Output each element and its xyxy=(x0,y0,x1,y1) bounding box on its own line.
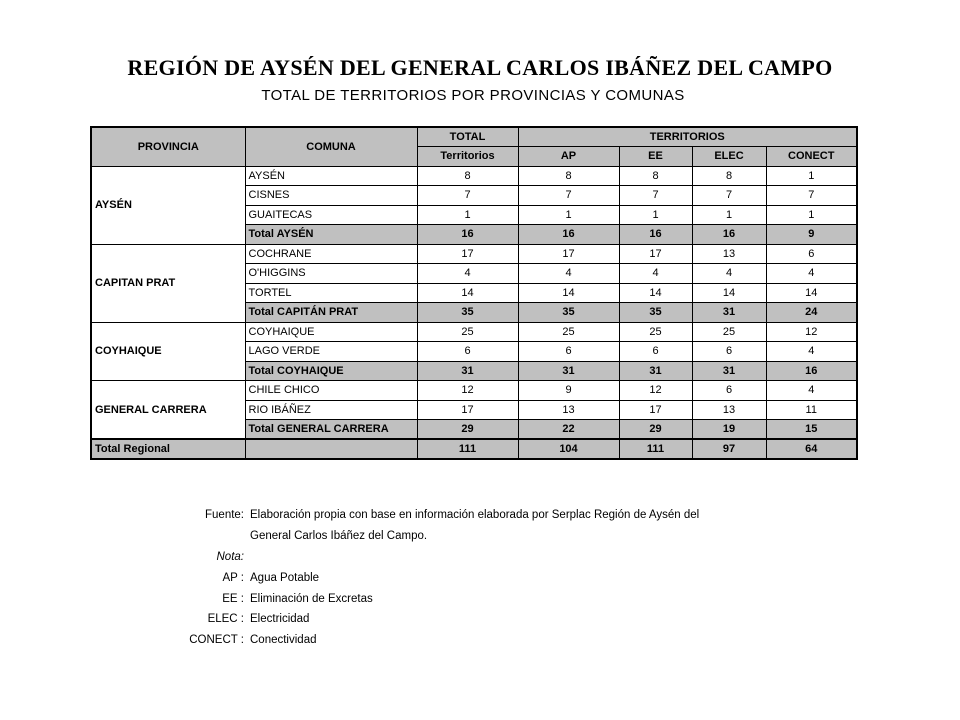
ee-cell: 14 xyxy=(619,283,692,303)
comuna-cell: O'HIGGINS xyxy=(245,264,417,284)
note-key: CONECT : xyxy=(189,634,244,647)
total-cell: 16 xyxy=(417,225,518,245)
total-cell: 7 xyxy=(417,186,518,206)
conect-cell: 7 xyxy=(766,186,857,206)
conect-cell: 9 xyxy=(766,225,857,245)
total-label-cell: Total COYHAIQUE xyxy=(245,361,417,381)
table-row xyxy=(91,244,857,264)
total-cell: 17 xyxy=(417,400,518,420)
ee-cell: 35 xyxy=(619,303,692,323)
ap-cell: 16 xyxy=(518,225,619,245)
conect-cell: 12 xyxy=(766,322,857,342)
comuna-cell: LAGO VERDE xyxy=(245,342,417,362)
total-cell: 29 xyxy=(417,420,518,440)
ee-cell: 7 xyxy=(619,186,692,206)
elec-cell: 31 xyxy=(692,303,766,323)
province-name: CAPITAN PRAT xyxy=(91,244,245,322)
ee-cell: 111 xyxy=(619,439,692,459)
elec-cell: 6 xyxy=(692,381,766,401)
ap-cell: 22 xyxy=(518,420,619,440)
conect-cell: 16 xyxy=(766,361,857,381)
elec-cell: 4 xyxy=(692,264,766,284)
ap-cell: 104 xyxy=(518,439,619,459)
ee-cell: 31 xyxy=(619,361,692,381)
note-row xyxy=(160,588,699,609)
note-row xyxy=(160,609,699,630)
conect-cell: 4 xyxy=(766,342,857,362)
regional-label-cell: Total Regional xyxy=(91,439,245,459)
province-name: GENERAL CARRERA xyxy=(91,381,245,440)
ee-cell: 29 xyxy=(619,420,692,440)
note-value: General Carlos Ibáñez del Campo. xyxy=(250,530,428,543)
conect-cell: 24 xyxy=(766,303,857,323)
header-comuna: COMUNA xyxy=(245,127,417,166)
elec-cell: 13 xyxy=(692,400,766,420)
note-row xyxy=(160,526,699,547)
comuna-cell: CISNES xyxy=(245,186,417,206)
ee-cell: 25 xyxy=(619,322,692,342)
elec-cell: 31 xyxy=(692,361,766,381)
ap-cell: 17 xyxy=(518,244,619,264)
conect-cell: 14 xyxy=(766,283,857,303)
regional-empty-cell xyxy=(245,439,417,459)
conect-cell: 1 xyxy=(766,166,857,186)
total-cell: 25 xyxy=(417,322,518,342)
ee-cell: 17 xyxy=(619,400,692,420)
header-conect: CONECT xyxy=(766,147,857,167)
elec-cell: 16 xyxy=(692,225,766,245)
total-cell: 4 xyxy=(417,264,518,284)
comuna-cell: TORTEL xyxy=(245,283,417,303)
elec-cell: 1 xyxy=(692,205,766,225)
table-row xyxy=(91,166,857,186)
total-cell: 35 xyxy=(417,303,518,323)
elec-cell: 19 xyxy=(692,420,766,440)
total-label-cell: Total AYSÉN xyxy=(245,225,417,245)
total-cell: 6 xyxy=(417,342,518,362)
territories-table xyxy=(90,126,858,460)
header-total: TOTAL xyxy=(417,127,518,147)
total-cell: 8 xyxy=(417,166,518,186)
header-ee: EE xyxy=(619,147,692,167)
ap-cell: 1 xyxy=(518,205,619,225)
page-subtitle: TOTAL DE TERRITORIOS POR PROVINCIAS Y COMUNAS xyxy=(261,87,685,104)
ee-cell: 17 xyxy=(619,244,692,264)
note-value: Elaboración propia con base en información elaborada por Serplac Región de Aysén del xyxy=(250,509,700,522)
note-value: Electricidad xyxy=(250,613,310,626)
ap-cell: 13 xyxy=(518,400,619,420)
note-value: Conectividad xyxy=(250,634,317,647)
ap-cell: 8 xyxy=(518,166,619,186)
conect-cell: 11 xyxy=(766,400,857,420)
ee-cell: 8 xyxy=(619,166,692,186)
header-territorios-group: TERRITORIOS xyxy=(518,127,857,147)
elec-cell: 13 xyxy=(692,244,766,264)
comuna-cell: AYSÉN xyxy=(245,166,417,186)
header-ap: AP xyxy=(518,147,619,167)
conect-cell: 4 xyxy=(766,264,857,284)
table-row xyxy=(91,381,857,401)
conect-cell: 1 xyxy=(766,205,857,225)
ee-cell: 1 xyxy=(619,205,692,225)
ap-cell: 9 xyxy=(518,381,619,401)
note-row xyxy=(160,547,699,568)
page-title: REGIÓN DE AYSÉN DEL GENERAL CARLOS IBÁÑEZ DEL CAMPO xyxy=(127,55,833,80)
total-cell: 31 xyxy=(417,361,518,381)
ee-cell: 6 xyxy=(619,342,692,362)
ee-cell: 12 xyxy=(619,381,692,401)
table-row xyxy=(91,322,857,342)
comuna-cell: COYHAIQUE xyxy=(245,322,417,342)
elec-cell: 8 xyxy=(692,166,766,186)
conect-cell: 6 xyxy=(766,244,857,264)
elec-cell: 7 xyxy=(692,186,766,206)
ee-cell: 4 xyxy=(619,264,692,284)
elec-cell: 6 xyxy=(692,342,766,362)
ap-cell: 7 xyxy=(518,186,619,206)
note-value: Eliminación de Excretas xyxy=(250,592,373,605)
note-key: ELEC : xyxy=(207,613,244,626)
elec-cell: 97 xyxy=(692,439,766,459)
total-cell: 1 xyxy=(417,205,518,225)
ap-cell: 35 xyxy=(518,303,619,323)
conect-cell: 64 xyxy=(766,439,857,459)
comuna-cell: GUAITECAS xyxy=(245,205,417,225)
note-key: Fuente: xyxy=(205,509,244,522)
note-value: Agua Potable xyxy=(250,571,320,584)
header-territorios: Territorios xyxy=(417,147,518,167)
comuna-cell: CHILE CHICO xyxy=(245,381,417,401)
header-provincia: PROVINCIA xyxy=(91,127,245,166)
total-label-cell: Total CAPITÁN PRAT xyxy=(245,303,417,323)
conect-cell: 4 xyxy=(766,381,857,401)
total-label-cell: Total GENERAL CARRERA xyxy=(245,420,417,440)
header-elec: ELEC xyxy=(692,147,766,167)
conect-cell: 15 xyxy=(766,420,857,440)
ap-cell: 25 xyxy=(518,322,619,342)
total-cell: 17 xyxy=(417,244,518,264)
note-key: AP : xyxy=(222,571,244,584)
province-name: COYHAIQUE xyxy=(91,322,245,381)
comuna-cell: RIO IBÁÑEZ xyxy=(245,400,417,420)
note-row xyxy=(160,505,699,526)
comuna-cell: COCHRANE xyxy=(245,244,417,264)
elec-cell: 14 xyxy=(692,283,766,303)
total-cell: 14 xyxy=(417,283,518,303)
elec-cell: 25 xyxy=(692,322,766,342)
ap-cell: 31 xyxy=(518,361,619,381)
note-key: EE : xyxy=(222,592,244,605)
total-cell: 12 xyxy=(417,381,518,401)
total-cell: 111 xyxy=(417,439,518,459)
note-row xyxy=(160,630,699,651)
ee-cell: 16 xyxy=(619,225,692,245)
ap-cell: 14 xyxy=(518,283,619,303)
ap-cell: 4 xyxy=(518,264,619,284)
note-row xyxy=(160,567,699,588)
province-name: AYSÉN xyxy=(91,166,245,244)
footnotes xyxy=(160,505,699,651)
note-key: Nota: xyxy=(216,550,244,563)
regional-total-row xyxy=(91,439,857,459)
ap-cell: 6 xyxy=(518,342,619,362)
